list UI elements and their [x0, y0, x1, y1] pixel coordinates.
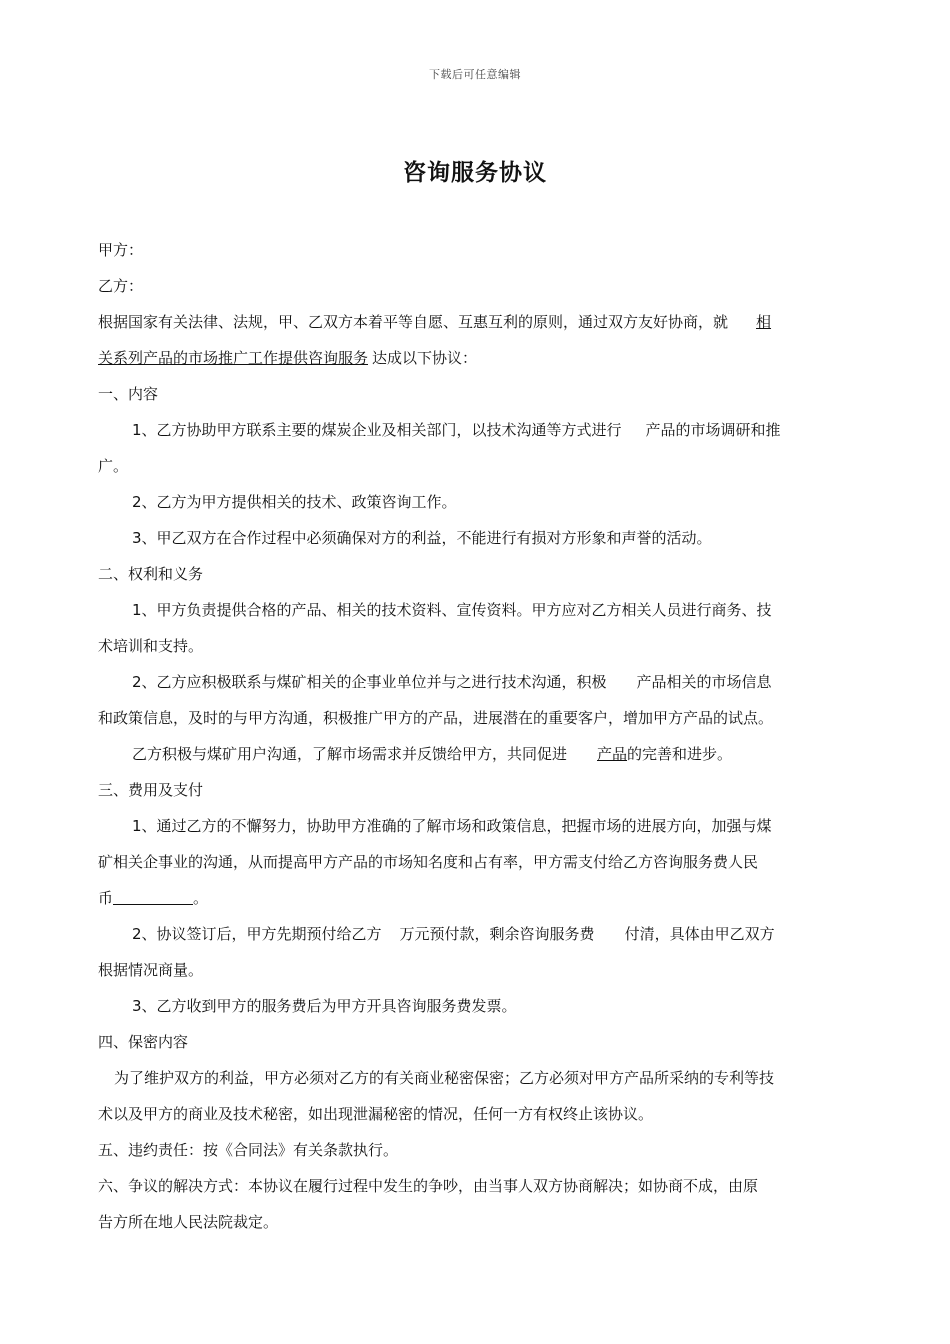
s4-line2: 术以及甲方的商业及技术秘密，如出现泄漏秘密的情况，任何一方有权终止该协议。: [98, 1105, 654, 1123]
s4-line1: 为了维护双方的利益，甲方必须对乙方的有关商业秘密保密；乙方必须对甲方产品所采纳的专利等技: [114, 1069, 775, 1087]
section-3-heading: 三、费用及支付: [98, 781, 204, 799]
fee-amount-blank: [113, 886, 193, 905]
intro-line-2: [98, 340, 854, 376]
section-5: 五、违约责任：按《合同法》有关条款执行。: [98, 1141, 399, 1159]
section-1-heading: 一、内容: [98, 385, 159, 403]
section-6-line2: 告方所在地人民法院裁定。: [98, 1213, 279, 1231]
s2-item2-line1: 2、乙方应积极联系与煤矿相关的企事业单位并与之进行技术沟通，积极 产品相关的市场信息: [132, 673, 772, 691]
s3-item2-line1: 2、协议签订后，甲方先期预付给乙方 万元预付款，剩余咨询服务费 付清，具体由甲乙双方: [132, 925, 775, 943]
s3-item1-line2: 矿相关企事业的沟通，从而提高甲方产品的市场知名度和占有率，甲方需支付给乙方咨询服务费人民: [98, 853, 759, 871]
s1-item2: 2、乙方为甲方提供相关的技术、政策咨询工作。: [132, 493, 457, 511]
intro-underlined-subject: 关系列产品的市场推广工作提供咨询服务: [98, 349, 369, 367]
s3-item2-line2: 根据情况商量。: [98, 961, 204, 979]
section-4-heading: 四、保密内容: [98, 1033, 189, 1051]
document-body: [98, 232, 854, 1240]
s2-item3: 乙方积极与煤矿用户沟通，了解市场需求并反馈给甲方，共同促进 产品的完善和进步。: [132, 745, 733, 763]
intro-line-1: [98, 304, 854, 340]
party-b-line: 乙方：: [98, 277, 144, 295]
s3-item1-line3: 币 。: [98, 880, 854, 916]
section-2-heading: 二、权利和义务: [98, 565, 204, 583]
header-note: 下载后可任意编辑: [429, 68, 521, 81]
section-6-line1: 六、争议的解决方式：本协议在履行过程中发生的争吵，由当事人双方协商解决；如协商不成，由原: [98, 1177, 759, 1195]
party-a-line: 甲方：: [98, 241, 144, 259]
intro-text: 根据国家有关法律、法规，甲、乙双方本着平等自愿、互惠互利的原则，通过双方友好协商，就: [98, 313, 729, 331]
page-title: 咨询服务协议: [403, 160, 547, 186]
intro-underlined-start: 相: [756, 313, 772, 331]
intro-conclusion: 达成以下协议：: [372, 349, 478, 367]
s1-item1-line2: 广。: [98, 457, 129, 475]
s1-item1-line1: 1、乙方协助甲方联系主要的煤炭企业及相关部门，以技术沟通等方式进行 产品的市场调研和推: [132, 421, 781, 439]
s2-item3-underlined: 产品: [597, 745, 628, 763]
s1-item3: 3、甲乙双方在合作过程中必须确保对方的利益，不能进行有损对方形象和声誉的活动。: [132, 529, 712, 547]
s2-item1-line2: 术培训和支持。: [98, 637, 204, 655]
s2-item1-line1: 1、甲方负责提供合格的产品、相关的技术资料、宣传资料。甲方应对乙方相关人员进行商务、技: [132, 601, 772, 619]
s3-item3: 3、乙方收到甲方的服务费后为甲方开具咨询服务费发票。: [132, 997, 517, 1015]
s2-item2-line2: 和政策信息，及时的与甲方沟通，积极推广甲方的产品，进展潜在的重要客户，增加甲方产品的试点。: [98, 709, 774, 727]
s3-item1-line1: 1、通过乙方的不懈努力，协助甲方准确的了解市场和政策信息，把握市场的进展方向，加强与煤: [132, 817, 772, 835]
